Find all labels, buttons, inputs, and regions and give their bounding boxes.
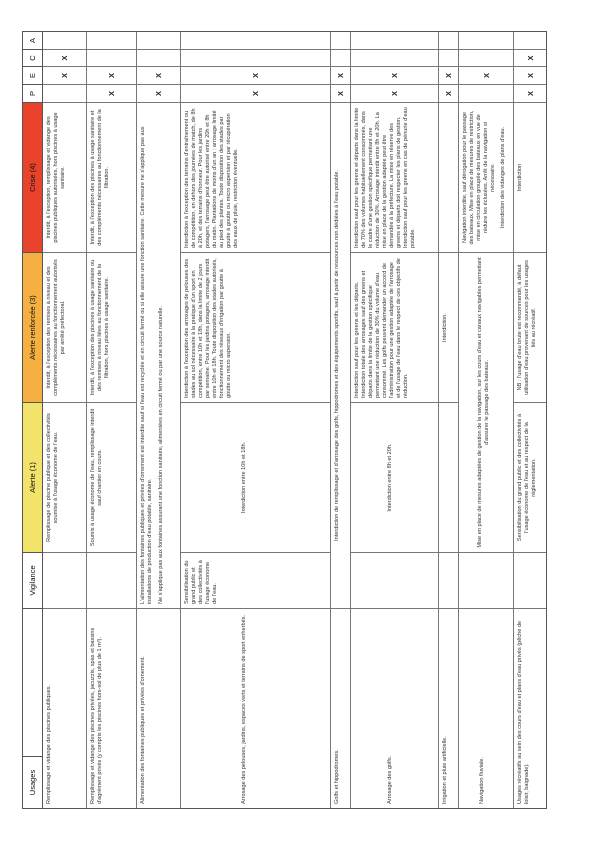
mark-c [87, 49, 136, 66]
table-row [181, 32, 331, 808]
table-row [137, 32, 181, 808]
header-a: A [23, 32, 43, 49]
table-row [331, 32, 351, 808]
usage-cell: Irrigation et pluie artificielle. [439, 608, 458, 808]
span-text-2: Ne s'applique pas aux fontaines assurant une fonction sanitaire, alimentées en circuit fermé ou par une source naturelle. [158, 305, 164, 604]
crise-cell: Interdit, à l'exception des piscines à usage sanitaire et des compléments nécessaires au fonctionnement de la filtration. [87, 102, 136, 252]
mark-p: X [514, 84, 546, 102]
renforcee-cell: Interdiction sauf pour les greens et les départs. Interdiction totale des arrosages sauf des greens et départs dans la limite de la gestion spécifique permettant une réduction de 30% du volume d'eau consommé. Les golfs peuvent demander un accord de l'administration pour une gestion adaptée de l'arrosage et de l'usage de l'eau dans le respect de ces objectifs de réduction. [351, 252, 438, 402]
table-row [43, 32, 87, 808]
usage-cell: Arrosage des pelouses, jardins, espaces verts et terrains de sport enherbés. [181, 608, 330, 808]
header-e: E [23, 66, 43, 84]
mark-e: X [181, 66, 330, 84]
crise-cell [459, 102, 513, 252]
span-cell: Interdiction de remplissage et d'arrosage des golfs, hippodromes et des équipements sportifs, sauf à partir de ressources non dédiées à l'eau potable. [331, 102, 350, 608]
restrictions-table [22, 31, 547, 809]
vigilance-cell [514, 552, 546, 608]
mark-c [181, 49, 330, 66]
crise-cell: Interdit, à l'exception, remplissage et vidange des piscines publiques autorisées, hors piscines à usage sanitaire. [43, 102, 86, 252]
table-row [459, 32, 514, 808]
mark-p: X [181, 84, 330, 102]
alerte-cell: Soumis à usage économe de l'eau, remplissage interdit sauf chantier en cours. [87, 402, 136, 552]
mark-p: X [439, 84, 458, 102]
mark-a [181, 32, 330, 49]
mark-a [43, 32, 86, 49]
mark-e: X [439, 66, 458, 84]
alerte-cell: Sensibilisation du grand public et des collectivités à l'usage économe de l'eau et au respect de la réglementation. [514, 402, 546, 552]
mark-c [351, 49, 438, 66]
mark-e: X [514, 66, 546, 84]
vigilance-cell [351, 552, 438, 608]
usage-cell: Golfs et hippodromes. [331, 608, 350, 808]
mark-a [87, 32, 136, 49]
crise-cell [439, 102, 458, 252]
header-alerte-renforcee: Alerte renforcée (3) [23, 252, 43, 402]
usage-cell: Navigation fluviale. [459, 608, 513, 808]
crise-text: Navigation interdite, sauf dérogation pour le passage des bateaux. Mise en place de mesures de restriction, mise en circulation groupée des bateaux en vue de réduire les éclusées. Arrêt de la navigation si nécessaire. [462, 110, 496, 245]
vigilance-cell [87, 552, 136, 608]
usage-cell: Remplissage et vidange des piscines publiques. [43, 608, 86, 808]
crise-cell: Interdiction sauf pour les greens et départs dans la limite de 70% des volumes habituellement consommés, dans le cadre d'une gestion spécifique permettant une réduction de 30%. Arrosage interdit entre 8h et 20h. La mise en place de la gestion adaptée peut être demandée à la préfecture. La mise en réserve des greens et départs doit respecter les plans de gestion. Interdiction sauf pour les greens en cas de pénurie d'eau potable. [351, 102, 438, 252]
header-usages-spacer [23, 608, 43, 756]
mark-p: X [331, 84, 350, 102]
mark-p: X [87, 84, 136, 102]
table-row [439, 32, 459, 808]
mark-p [459, 84, 513, 102]
mark-a [459, 32, 513, 49]
renforcee-cell: Interdit, à l'exception des piscines à usage sanitaire ou des remises à niveau liées au fonctionnement de la filtration, hors piscines à usage sanitaire. [87, 252, 136, 402]
mark-p: X [137, 84, 180, 102]
header-p: P [23, 84, 43, 102]
alerte-cell: Remplissage de piscine publique et des collectivités soumise à l'usage économe de l'eau. [43, 402, 86, 552]
mark-e: X [137, 66, 180, 84]
mark-p [43, 84, 86, 102]
alerte-cell [439, 402, 458, 552]
crise-cell: Interdiction [514, 102, 546, 252]
table-row [87, 32, 137, 808]
vigilance-cell [43, 552, 86, 608]
vigilance-cell [459, 552, 513, 608]
header-alerte: Alerte (1) [23, 402, 43, 552]
mark-e: X [87, 66, 136, 84]
alerte-cell: Interdiction entre 10h et 18h. [181, 402, 330, 552]
mark-e: X [43, 66, 86, 84]
vigilance-cell: Sensibilisation du grand public et des collectivités à l'usage économe de l'eau. [181, 552, 330, 608]
vigilance-cell [439, 552, 458, 608]
mark-a [351, 32, 438, 49]
renforcee-cell: Interdiction. [439, 252, 458, 402]
mark-p: X [351, 84, 438, 102]
mark-c: X [43, 49, 86, 66]
mark-a [331, 32, 350, 49]
table-row [514, 32, 546, 808]
mark-c [137, 49, 180, 66]
mark-a [439, 32, 458, 49]
mark-a [514, 32, 546, 49]
usage-cell: Arrosage des golfs. [351, 608, 438, 808]
usage-cell: Alimentation des fontaines publiques et privées d'ornement. [137, 608, 180, 808]
mark-e: X [331, 66, 350, 84]
header-crise: Crise (4) [23, 102, 43, 252]
mark-e: X [351, 66, 438, 84]
mark-a [137, 32, 180, 49]
crise-note: Interdiction des vidanges de plans d'eau. [500, 126, 506, 229]
span-cell [137, 102, 180, 608]
mark-e: X [459, 66, 513, 84]
header-usages: Usages [23, 756, 43, 808]
header-vigilance: Vigilance [23, 552, 43, 608]
mark-c [439, 49, 458, 66]
mark-c: X [514, 49, 546, 66]
mark-c [331, 49, 350, 66]
mark-c [459, 49, 513, 66]
renforcee-cell: Interdit, à l'exception des remises à niveau et des compléments nécessaires au fonctionnement autorisés par arrêté préfectoral. [43, 252, 86, 402]
alerte-cell: Mise en place de mesures adaptées de gestion de la navigation, sur les cours d'eau et canaux navigables permettant d'assurer le passage des bateaux. [459, 252, 513, 552]
renforcee-cell: Interdiction à l'exception des arrosages de pelouses des stades au sol nécessaire à la pratique d'un sport en compétition, entre 10h et 18h, dans la limite de 2 jours par semaine. Pour les jardins potagers, arrosage interdit entre 10h et 18h. Toute disposition des stades autorisés, fonctionnement des réseaux d'irrigation par goutte à goutte ou micro aspersion. [181, 252, 330, 402]
usage-cell: Remplissage et vidange des piscines privées, jacuzzis, spas et bassins d'agrément privés (y compris les piscines hors-sol de plus de 1 m³). [87, 608, 136, 808]
usage-cell: Usages récréatifs au sein des cours d'eau et plans d'eau privés (pêche de loisir, baignade). [514, 608, 546, 808]
renforcee-cell: NB : l'usage d'eau brute est recommandé, à défaut utilisation d'eau provenant de sources pour les usages liés au récréatif. [514, 252, 546, 402]
crise-cell: Interdiction à l'exception des terrains d'entraînement ou de compétition, en dehors des journées de match, de 8h à 20h, et des terrains d'honneur. Pour les jardins potagers, l'arrosage peut être autorisé entre 20h et 8h du matin. Plantations de moins d'un an : arrosage limité au pied des plantes. Toute disposition des stades par goutte à goutte ou micro aspersion et par récupération des eaux de pluie, restriction éventuelle. [181, 102, 330, 252]
span-text: L'alimentation des fontaines publiques et privées d'ornement est interdite sauf si l'eau est recyclée et en circuit fermé ou si elle assure une fonction sanitaire. Cette mesure ne s'applique pas aux installations de production d'eau potable, sanitaire. [140, 126, 153, 604]
table-row [351, 32, 439, 808]
header-c: C [23, 49, 43, 66]
alerte-cell: Interdiction entre 8h et 20h. [351, 402, 438, 552]
